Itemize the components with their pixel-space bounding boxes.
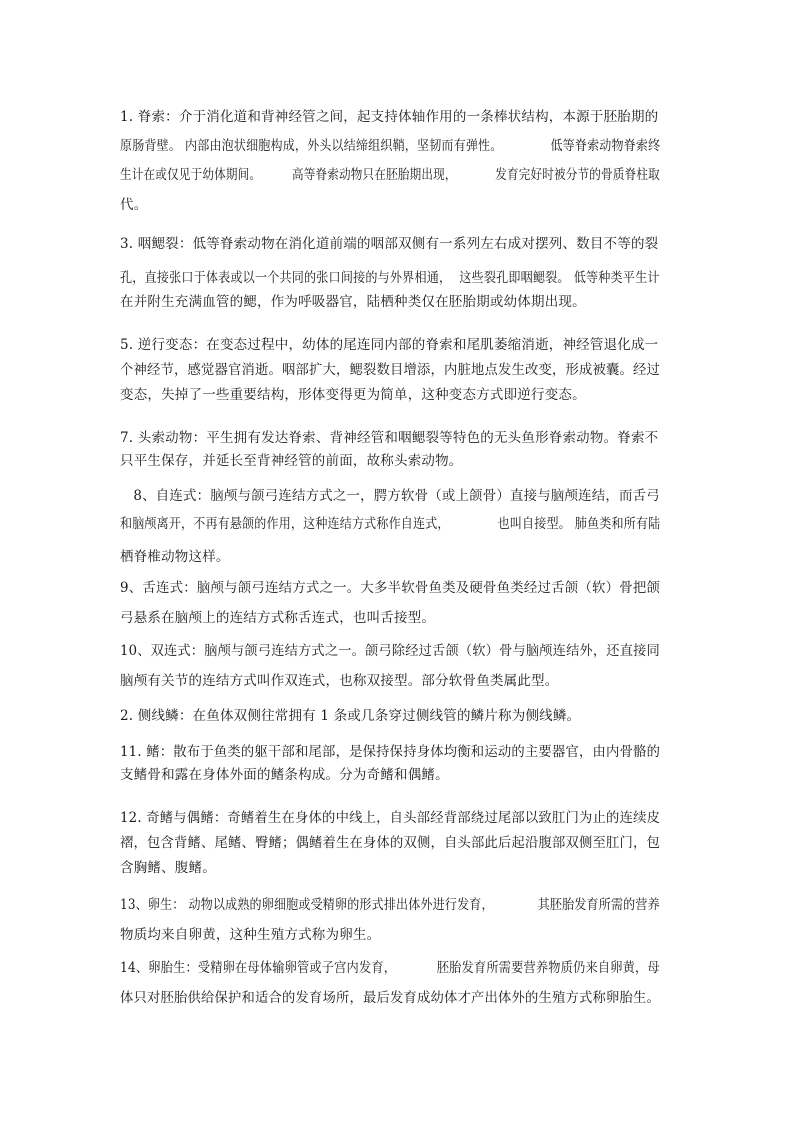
text-line: 个神经节，感觉器官消逝。咽部扩大，鳃裂数目增添，内脏地点发生改变，形成被囊。经过 [120, 362, 660, 378]
text-line: 支鳍骨和露在身体外面的鳍条构成。分为奇鳍和偶鳍。 [120, 767, 449, 783]
text-line: 5. 逆行变态：在变态过程中，幼体的尾连同内部的脊索和尾肌萎缩消逝，神经管退化成一 [120, 337, 659, 353]
text-line: 原肠背壁。 内部由泡状细胞构成，外头以结缔组织鞘，坚韧而有弹性。 低等脊索动物脊索终 [120, 138, 661, 154]
text-line: 代。 [120, 197, 148, 213]
text-line: 11. 鳍：散布于鱼类的躯干部和尾部，是保持保持身体均衡和运动的主要器官，由内骨骼的 [120, 744, 661, 760]
text-line: 弓悬系在脑颅上的连结方式称舌连式，也叫舌接型。 [120, 610, 436, 626]
text-line: 7. 头索动物：平生拥有发达脊索、背神经管和咽鳃裂等特色的无头鱼形脊索动物。脊索不 [120, 430, 659, 446]
text-line: 物质均来自卵黄，这种生殖方式称为卵生。 [120, 927, 381, 943]
text-line: 生计在或仅见于幼体期间。 高等脊索动物只在胚胎期出现， 发育完好时被分节的骨质脊柱取 [120, 167, 660, 183]
text-line: 脑颅有关节的连结方式叫作双连式，也称双接型。部分软骨鱼类属此型。 [120, 673, 559, 689]
text-line: 8、自连式：脑颅与颌弓连结方式之一，腭方软骨（或上颌骨）直接与脑颅连结，而舌弓 [120, 488, 660, 504]
text-line: 褶，包含背鳍、尾鳍、臀鳍；偶鳍着生在身体的双侧，自头部此后起沿腹部双侧至肛门，包 [120, 835, 660, 851]
text-line: 和脑颅离开，不再有悬颌的作用，这种连结方式称作自连式， 也叫自接型。 肺鱼类和所有陆 [120, 516, 661, 532]
text-line: 在并附生充满血管的鳃，作为呼吸器官，陆栖种类仅在胚胎期或幼体期出现。 [120, 294, 586, 310]
text-line: 孔，直接张口于体表或以一个共同的张口间接的与外界相通， 这些裂孔即咽鳃裂。 低等种类平生计 [120, 270, 660, 286]
text-line: 只平生保存，并延长至背神经管的前面，故称头索动物。 [120, 453, 463, 469]
text-line: 3. 咽鳃裂：低等脊索动物在消化道前端的咽部双侧有一系列左右成对摆列、数目不等的裂 [120, 236, 659, 252]
text-line: 14、卵胎生：受精卵在母体输卵管或子宫内发育， 胚胎发育所需要营养物质仍来自卵黄，母 [120, 960, 660, 976]
text-line: 12. 奇鳍与偶鳍：奇鳍着生在身体的中线上，自头部经背部绕过尾部以致肛门为止的连续皮 [120, 810, 661, 826]
text-line: 2. 侧线鳞：在鱼体双侧往常拥有 1 条或几条穿过侧线管的鳞片称为侧线鳞。 [120, 708, 581, 724]
text-line: 含胸鳍、腹鳍。 [120, 860, 216, 876]
text-line: 1. 脊索：介于消化道和背神经管之间，起支持体轴作用的一条棒状结构，本源于胚胎期的 [120, 109, 659, 125]
text-line: 9、舌连式：脑颅与颌弓连结方式之一。大多半软骨鱼类及硬骨鱼类经过舌颌（软）骨把颌 [120, 580, 661, 596]
text-line: 13、卵生： 动物以成熟的卵细胞或受精卵的形式排出体外进行发育， 其胚胎发育所需的营养 [120, 897, 660, 913]
text-line: 10、双连式：脑颅与颌弓连结方式之一。颌弓除经过舌颌（软）骨与脑颅连结外，还直接同 [120, 643, 660, 659]
text-line: 体只对胚胎供给保护和适合的发育场所，最后发育成幼体才产出体外的生殖方式称卵胎生。 [120, 990, 660, 1006]
text-line: 变态，失掉了一些重要结构，形体变得更为简单，这种变态方式即逆行变态。 [120, 387, 586, 403]
text-line: 栖脊椎动物这样。 [120, 549, 230, 565]
